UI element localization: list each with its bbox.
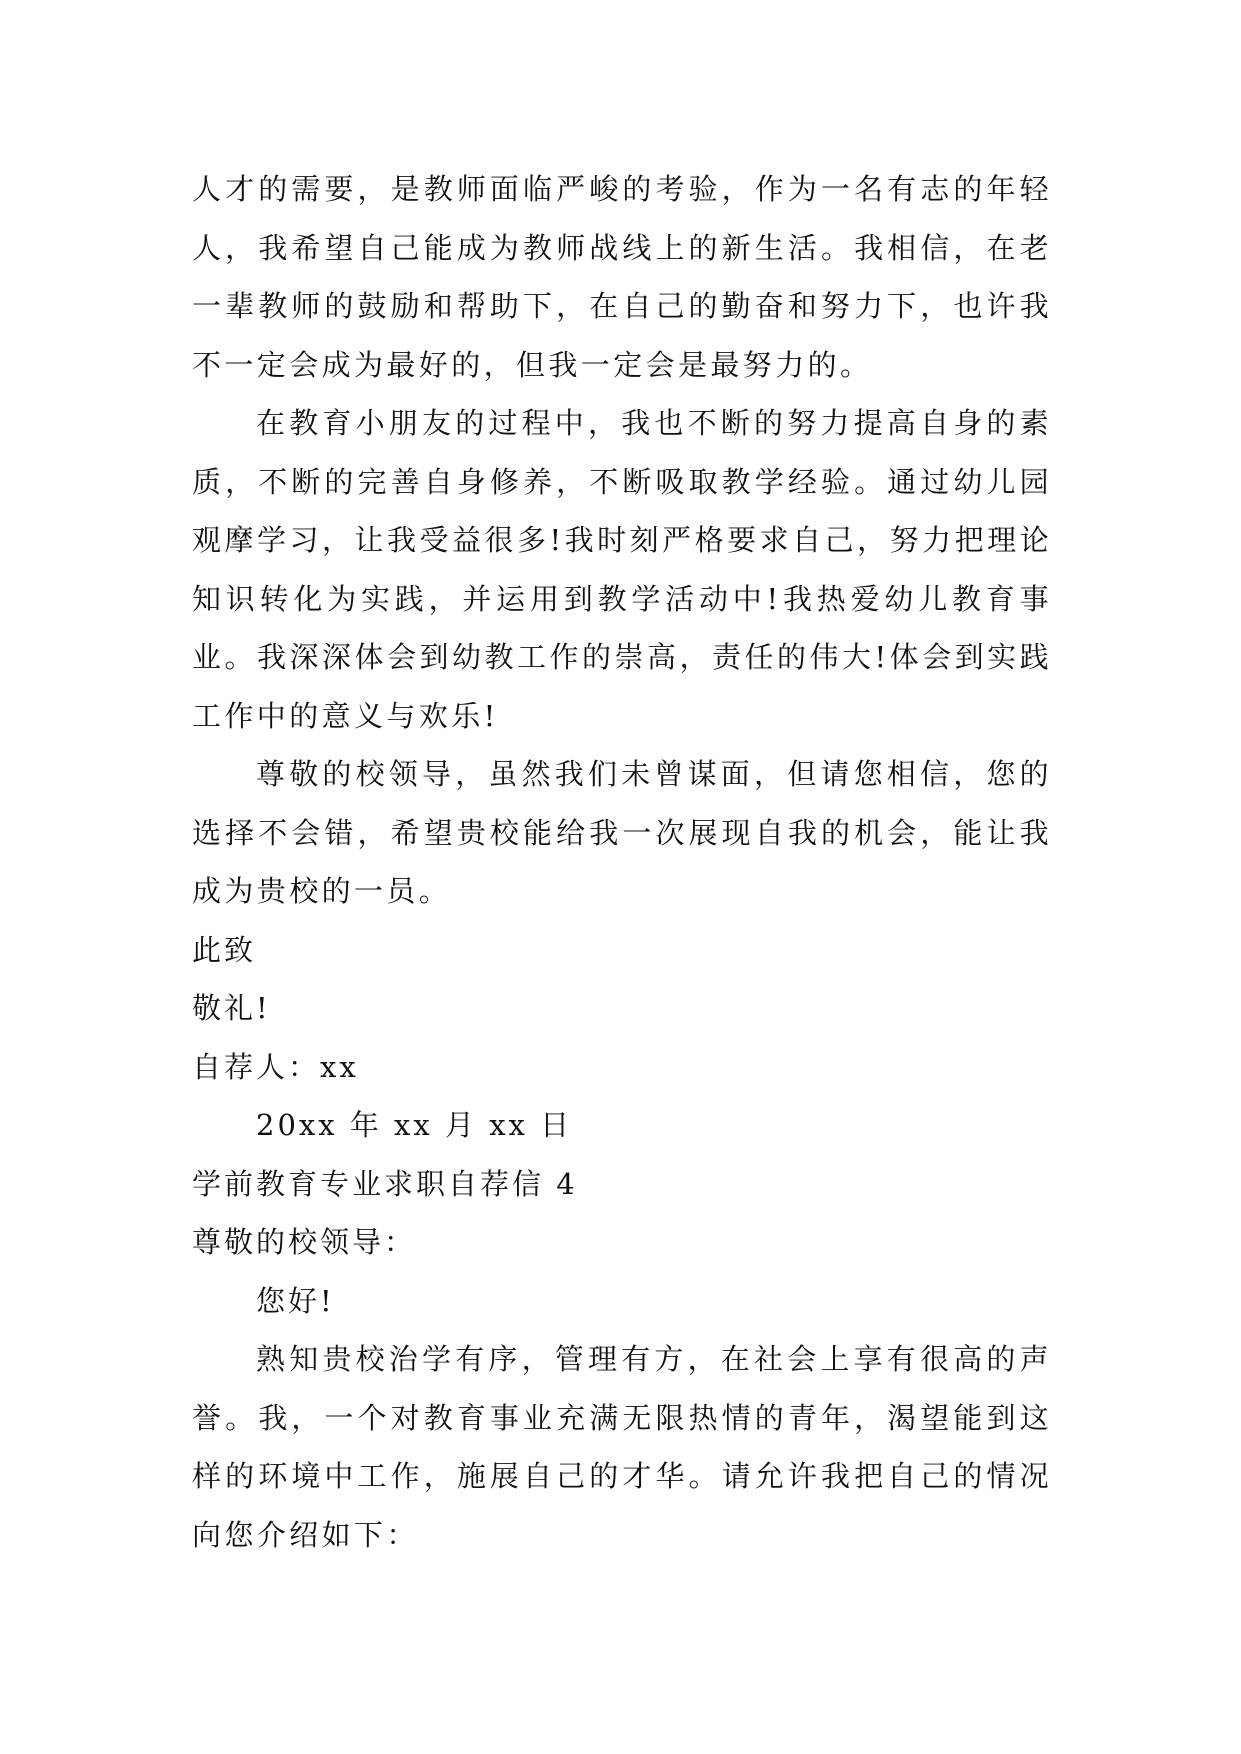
body-paragraph-3: 尊敬的校领导，虽然我们未曾谋面，但请您相信，您的选择不会错，希望贵校能给我一次展现自我的机会，能让我成为贵校的一员。 <box>192 757 1052 908</box>
document-page <box>192 160 1052 1564</box>
closing-line-2: 敬礼! <box>192 991 271 1025</box>
body-paragraph-2: 在教育小朋友的过程中，我也不断的努力提高自身的素质，不断的完善自身修养，不断吸取教学经验。通过幼儿园观摩学习，让我受益很多!我时刻严格要求自己，努力把理论知识转化为实践，并运用到教学活动中!我热爱幼儿教育事业。我深深体会到幼教工作的崇高，责任的伟大!体会到实践工作中的意义与欢乐! <box>192 406 1052 733</box>
body-paragraph-1: 人才的需要，是教师面临严峻的考验，作为一名有志的年轻人，我希望自己能成为教师战线上的新生活。我相信，在老一辈教师的鼓励和帮助下，在自己的勤奋和努力下，也许我不一定会成为最好的，但我一定会是最努力的。 <box>192 172 1052 382</box>
intro-paragraph: 熟知贵校治学有序，管理有方，在社会上享有很高的声誉。我，一个对教育事业充满无限热情的青年，渴望能到这样的环境中工作，施展自己的才华。请允许我把自己的情况向您介绍如下： <box>192 1342 1052 1552</box>
signature-line: 自荐人：xx <box>192 1049 359 1084</box>
date-line: 20xx 年 xx 月 xx 日 <box>256 1108 573 1142</box>
closing-line-1: 此致 <box>192 932 257 967</box>
greeting: 您好! <box>256 1283 335 1318</box>
section-title: 学前教育专业求职自荐信 4 <box>192 1166 578 1201</box>
salutation: 尊敬的校领导： <box>192 1225 417 1259</box>
